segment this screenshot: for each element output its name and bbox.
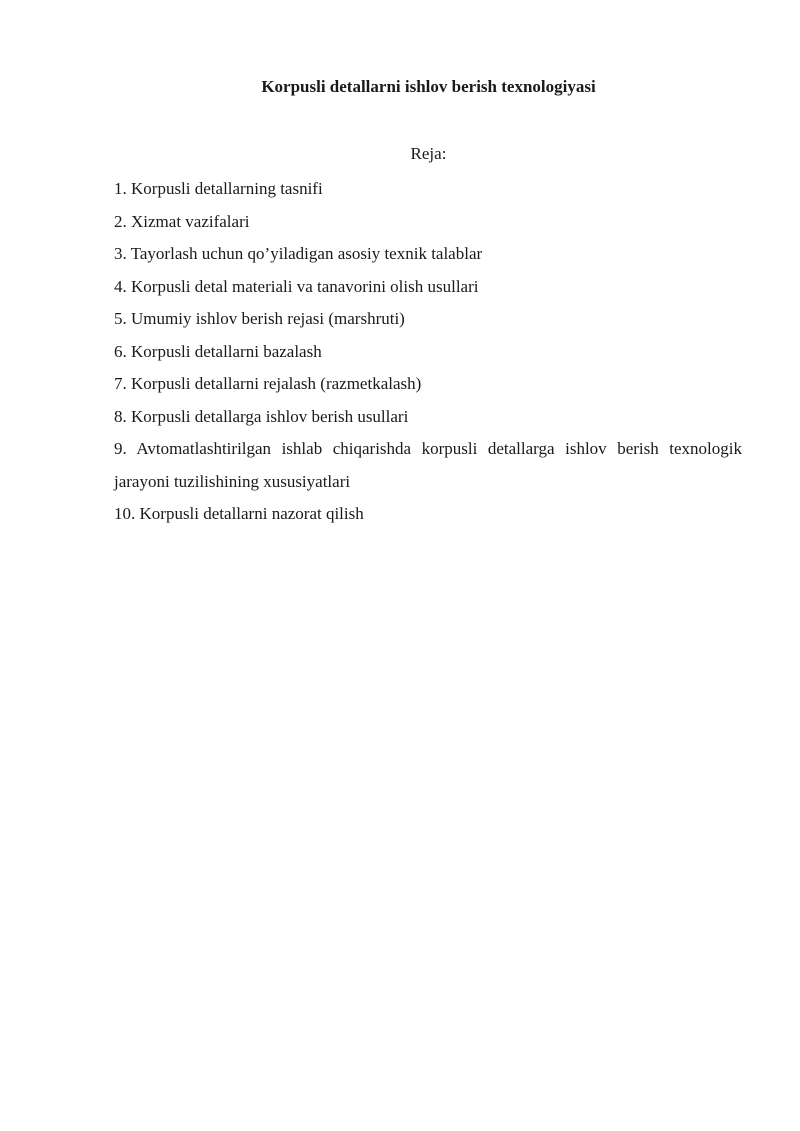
plan-list: [114, 173, 742, 531]
plan-item-3: 3. Tayorlash uchun qo’yiladigan asosiy texnik talablar: [114, 244, 483, 263]
plan-heading: Reja:: [410, 144, 447, 163]
plan-item-7: 7. Korpusli detallarni rejalash (razmetkalash): [114, 374, 422, 393]
document-title: Korpusli detallarni ishlov berish texnologiyasi: [261, 77, 596, 96]
plan-item-6: 6. Korpusli detallarni bazalash: [114, 341, 322, 361]
plan-item-4: 4. Korpusli detal materiali va tanavorini olish usullari: [114, 276, 479, 296]
plan-item-9: 9. Avtomatlashtirilgan ishlab chiqarishda korpusli detallarga ishlov berish texnologik jarayoni tuzilishining xususiyatlari: [114, 439, 742, 491]
plan-item-10: 10. Korpusli detallarni nazorat qilish: [114, 504, 364, 523]
plan-item-5: 5. Umumiy ishlov berish rejasi (marshruti): [114, 309, 405, 328]
plan-item-8: 8. Korpusli detallarga ishlov berish usullari: [114, 406, 409, 426]
plan-item-1: 1. Korpusli detallarning tasnifi: [114, 179, 323, 198]
plan-item-2: 2. Xizmat vazifalari: [114, 211, 250, 231]
